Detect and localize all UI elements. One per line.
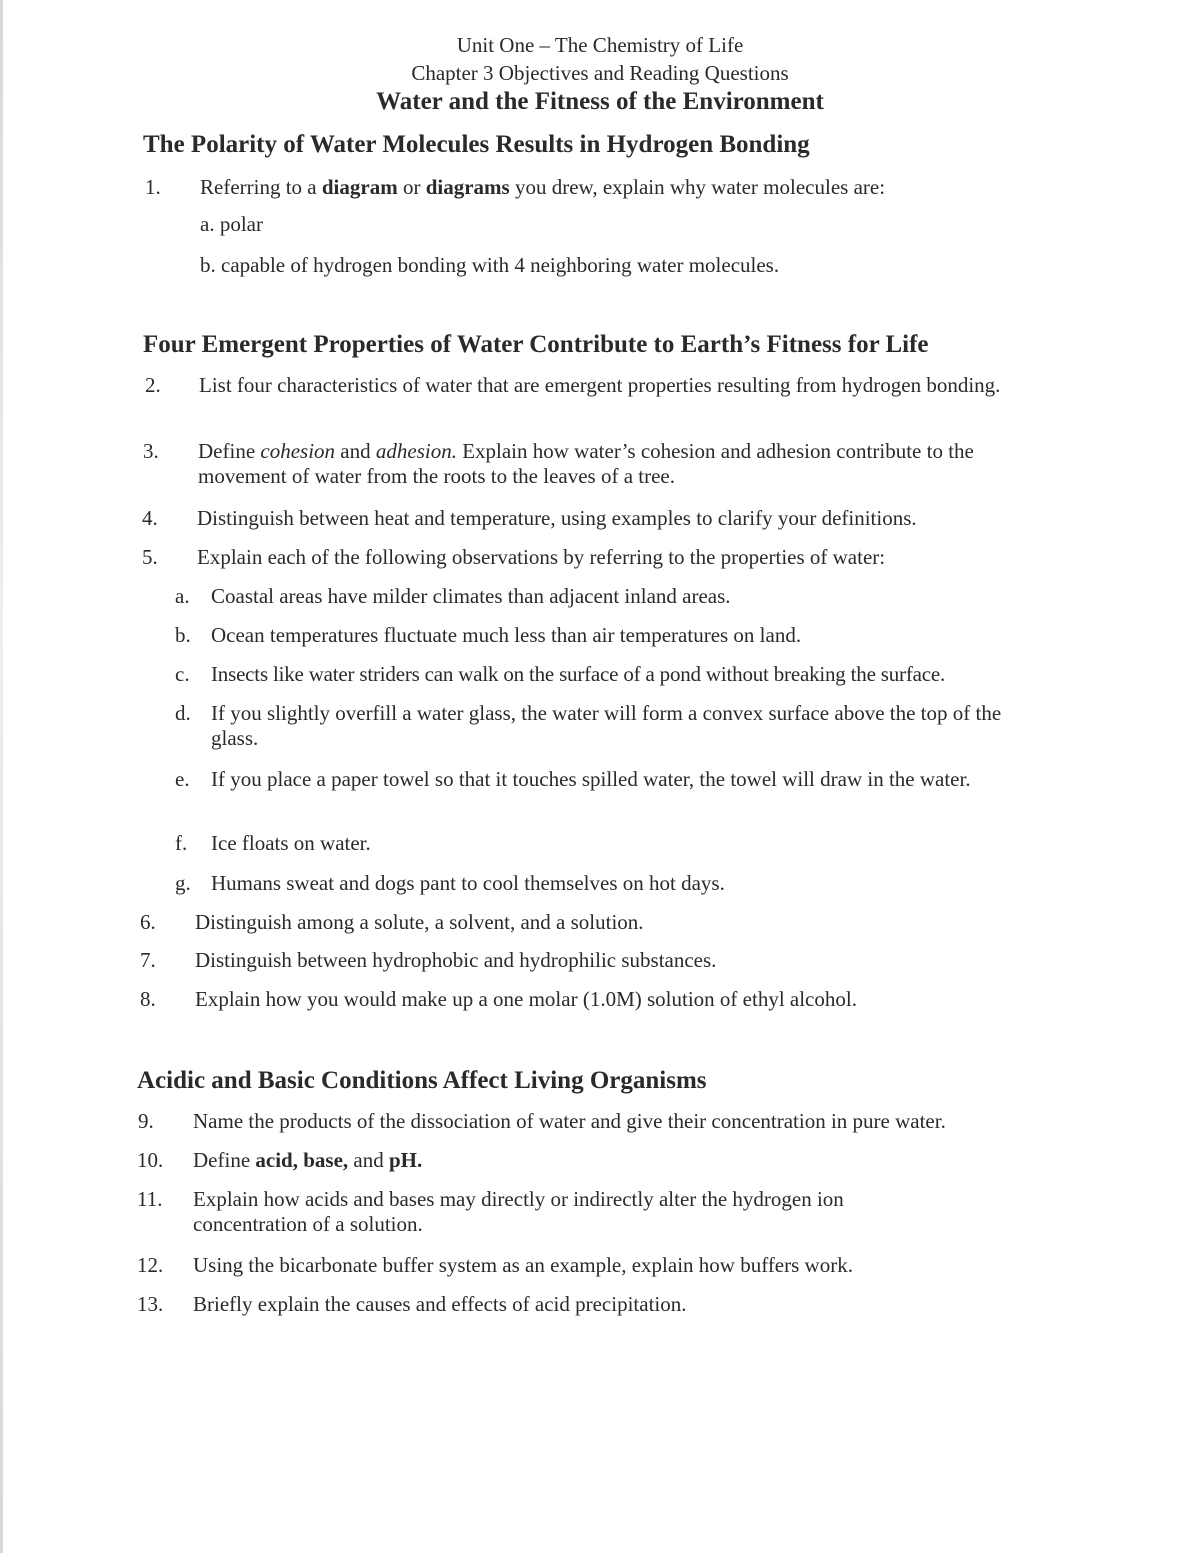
question-number: 8. [140,987,156,1011]
question-number: 3. [143,439,159,463]
question-5-text: Explain each of the following observations by referring to the properties of water: [197,545,886,569]
question-8-text: Explain how you would make up a one molar (1.0M) solution of ethyl alcohol. [195,987,857,1011]
subitem-letter: c. [175,662,190,686]
question-3-text: Define cohesion and adhesion. Explain how water’s cohesion and adhesion contribute to the movement of water from the roots to the leaves of a tree. [198,439,974,488]
section-title-acidic-basic: Acidic and Basic Conditions Affect Living Organisms [137,1067,707,1094]
question-number: 7. [140,948,156,972]
question-11-text: Explain how acids and bases may directly or indirectly alter the hydrogen ion concentration of a solution. [193,1187,844,1236]
subitem-text: Insects like water striders can walk on the surface of a pond without breaking the surface. [211,662,946,686]
question-12-text: Using the bicarbonate buffer system as an example, explain how buffers work. [193,1253,853,1277]
question-number: 10. [137,1148,164,1172]
question-10-text: Define acid, base, and pH. [193,1148,423,1172]
subitem-text: Coastal areas have milder climates than adjacent inland areas. [211,584,731,608]
question-2-text: List four characteristics of water that are emergent properties resulting from hydrogen bonding. [199,373,1001,397]
question-1-text: Referring to a diagram or diagrams you drew, explain why water molecules are: [200,175,886,199]
subitem-letter: e. [175,767,190,791]
question-number: 4. [142,506,158,530]
question-13-text: Briefly explain the causes and effects of acid precipitation. [193,1292,687,1316]
question-number: 1. [145,175,161,199]
unit-heading: Unit One – The Chemistry of Life [456,33,744,57]
question-9-text: Name the products of the dissociation of water and give their concentration in pure water. [193,1109,946,1133]
question-number: 11. [137,1187,163,1211]
subitem-text: If you place a paper towel so that it touches spilled water, the towel will draw in the water. [211,767,971,791]
subitem-letter: g. [175,871,191,895]
subitem-text: Ice floats on water. [211,831,371,855]
question-number: 5. [142,545,158,569]
scan-edge [0,0,3,1553]
question-7-text: Distinguish between hydrophobic and hydrophilic substances. [195,948,717,972]
subitem-letter: f. [175,831,188,855]
subitem-text: Ocean temperatures fluctuate much less than air temperatures on land. [211,623,802,647]
question-6-text: Distinguish among a solute, a solvent, and a solution. [195,910,644,934]
section-title-polarity: The Polarity of Water Molecules Results in Hydrogen Bonding [143,131,810,158]
subitem-text: Humans sweat and dogs pant to cool themselves on hot days. [211,871,725,895]
question-number: 6. [140,910,156,934]
document-title: Water and the Fitness of the Environment [376,88,824,115]
subitem-letter: a. [175,584,190,608]
question-number: 9. [138,1109,154,1133]
question-number: 2. [145,373,161,397]
question-1-subitem: b. capable of hydrogen bonding with 4 neighboring water molecules. [200,253,780,277]
question-1-subitem: a. polar [200,212,263,236]
question-number: 12. [137,1253,164,1277]
subitem-letter: b. [175,623,191,647]
subitem-text: If you slightly overfill a water glass, the water will form a convex surface above the top of the glass. [211,701,1002,750]
chapter-heading: Chapter 3 Objectives and Reading Questions [411,61,789,85]
question-4-text: Distinguish between heat and temperature, using examples to clarify your definitions. [197,506,917,530]
section-title-emergent-properties: Four Emergent Properties of Water Contribute to Earth’s Fitness for Life [143,331,929,358]
subitem-letter: d. [175,701,191,725]
question-number: 13. [137,1292,164,1316]
